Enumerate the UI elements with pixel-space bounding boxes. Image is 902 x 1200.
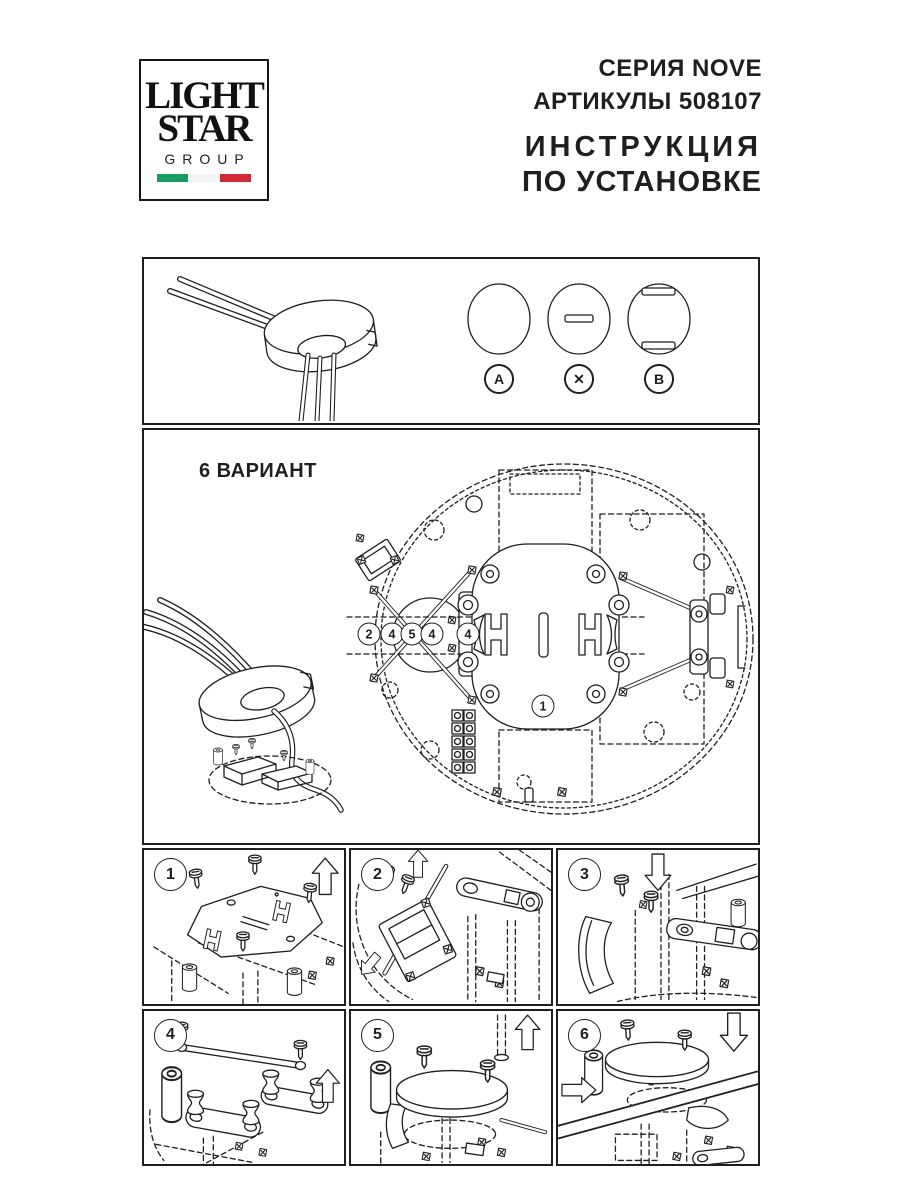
- step-6-number: 6: [568, 1019, 601, 1052]
- mounting-plate-diagram: [144, 430, 758, 843]
- step-2-number: 2: [361, 858, 394, 891]
- step-6-cell: [556, 1009, 760, 1167]
- italian-flag-bar: [157, 174, 251, 182]
- label-b: B: [644, 364, 674, 394]
- callout-5: 5: [401, 623, 424, 646]
- canopy-with-wires-drawing: [144, 600, 341, 810]
- variant-title: 6 ВАРИАНТ: [199, 460, 317, 482]
- fastener-types-panel: [142, 257, 760, 425]
- callout-2: 2: [358, 623, 381, 646]
- terminal-block: [452, 710, 475, 773]
- step-5-cell: [349, 1009, 553, 1167]
- ceiling-canopy-drawing: [162, 263, 462, 421]
- variant-6-panel: [142, 428, 760, 845]
- screw-head-double-slot-drawing: [624, 281, 694, 359]
- instruction-title-line1: ИНСТРУКЦИЯ: [524, 131, 762, 163]
- lightstar-logo: [139, 59, 269, 201]
- step-3-number: 3: [568, 858, 601, 891]
- screw-head-legend: [462, 281, 696, 394]
- title-block: [522, 52, 762, 200]
- logo-word-light: LIGHT: [145, 73, 263, 117]
- step-5-number: 5: [361, 1019, 394, 1052]
- callout-1: 1: [532, 695, 555, 718]
- logo-word-group: GROUP: [164, 150, 251, 167]
- step-1-cell: [142, 848, 346, 1006]
- step-1-number: 1: [154, 858, 187, 891]
- screw-head-plain-drawing: [464, 281, 534, 359]
- articles-title: АРТИКУЛЫ 508107: [533, 88, 762, 115]
- label-x: ✕: [564, 364, 594, 394]
- step-3-cell: [556, 848, 760, 1006]
- callout-4b: 4: [421, 623, 444, 646]
- installation-steps: [142, 848, 760, 1166]
- label-a: A: [484, 364, 514, 394]
- step-4-cell: [142, 1009, 346, 1167]
- step-4-number: 4: [154, 1019, 187, 1052]
- screw-head-slot-drawing: [544, 281, 614, 359]
- logo-word-star: STAR: [157, 106, 251, 150]
- callout-4a: 4: [381, 623, 404, 646]
- series-title: СЕРИЯ NOVE: [598, 55, 762, 82]
- screw-type-a: [462, 281, 536, 394]
- screw-type-slot: [542, 281, 616, 394]
- callout-4c: 4: [457, 623, 480, 646]
- step-2-cell: [349, 848, 553, 1006]
- instruction-title-line2: ПО УСТАНОВКЕ: [521, 166, 762, 198]
- screw-type-b: [622, 281, 696, 394]
